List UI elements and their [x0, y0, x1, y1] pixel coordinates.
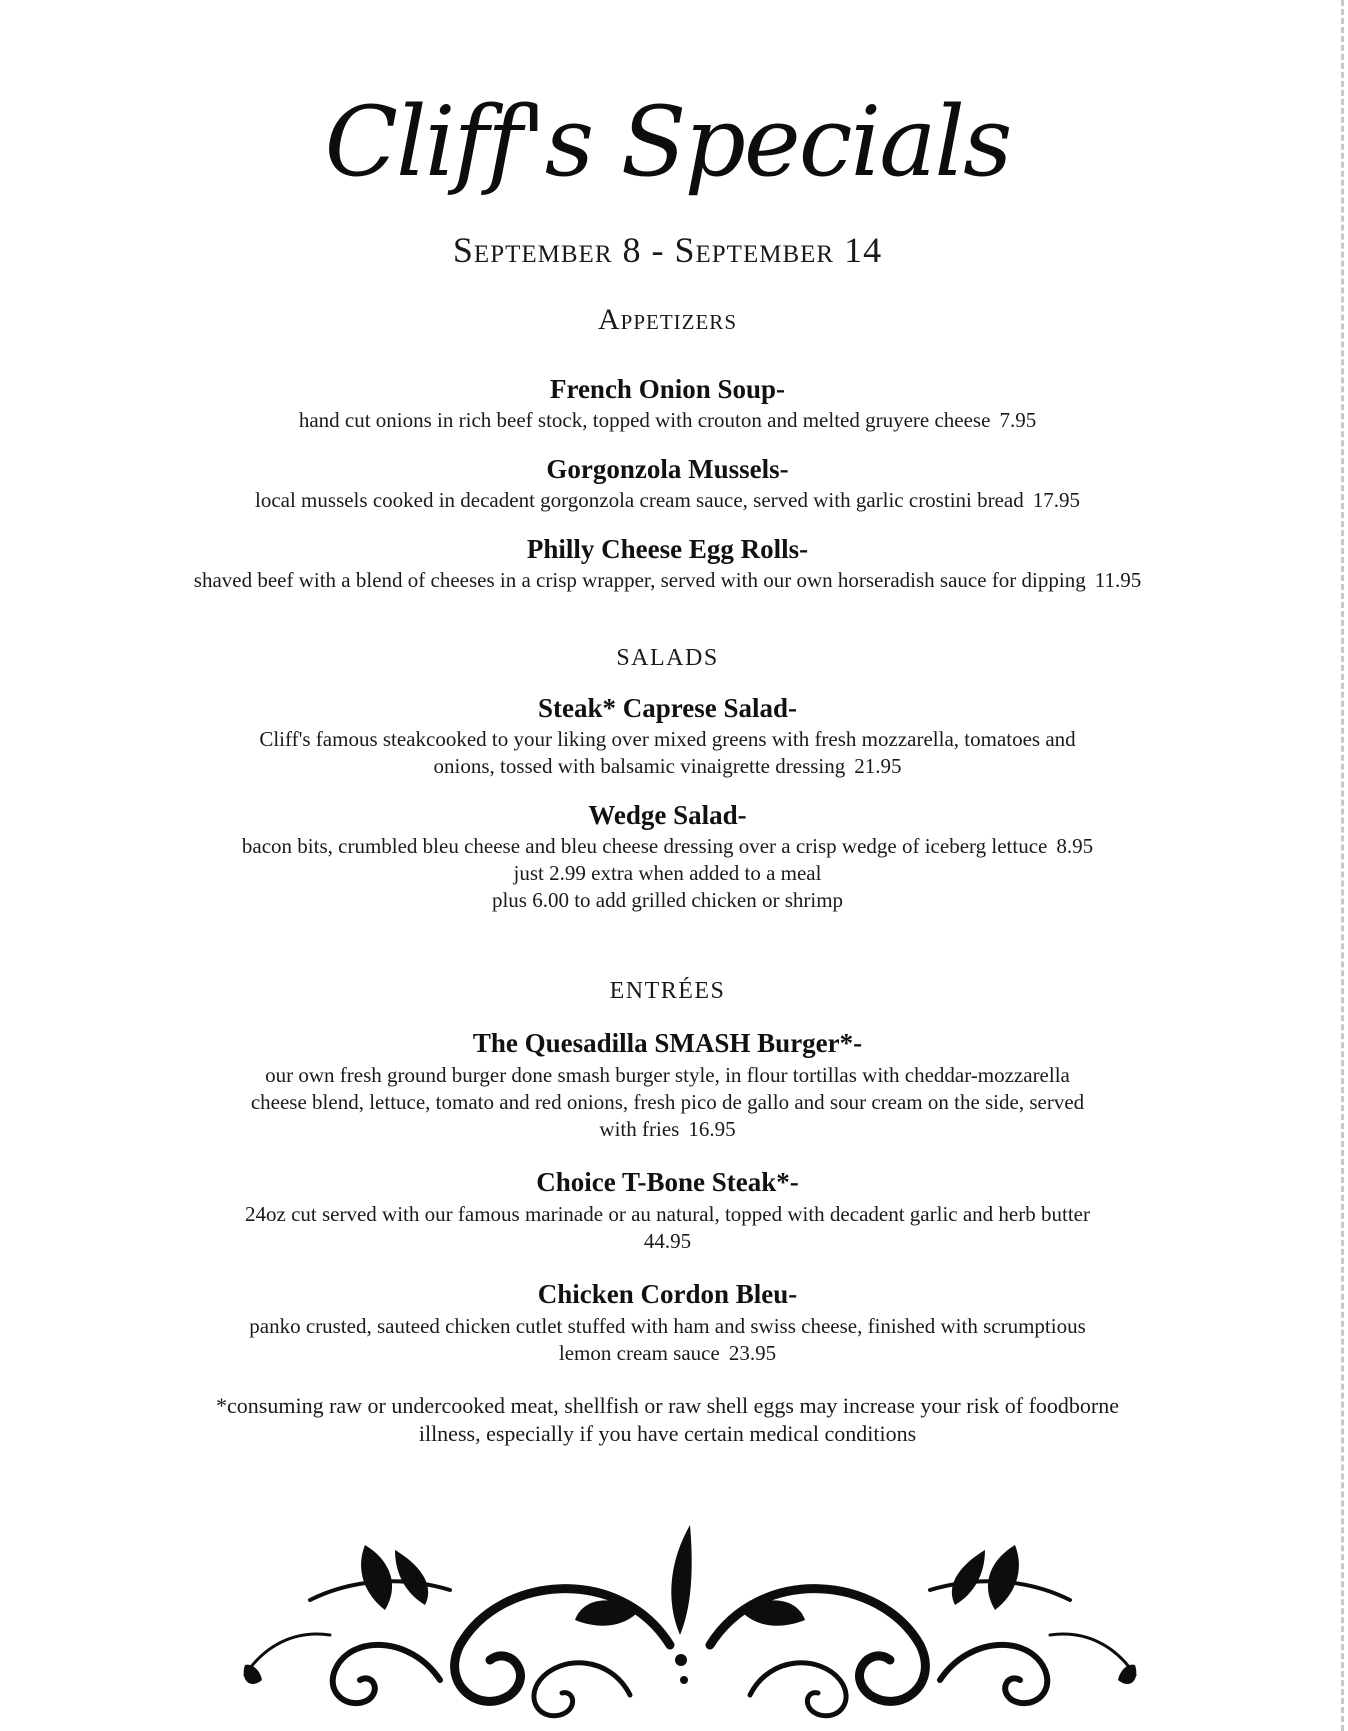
item-description-line: [0, 753, 1335, 780]
item-description-line: panko crusted, sauteed chicken cutlet stuffed with ham and swiss cheese, finished with scrumptious: [249, 1314, 1086, 1338]
item-description-french-onion-soup: [0, 407, 1335, 434]
item-description-line: Cliff's famous steakcooked to your liking over mixed greens with fresh mozzarella, tomatoes and: [259, 727, 1076, 751]
section-heading-appetizers: Appetizers: [597, 303, 737, 336]
item-price: 16.95: [688, 1117, 736, 1141]
raw-food-disclaimer: [0, 1392, 1335, 1448]
item-description-line: cheese blend, lettuce, tomato and red onions, fresh pico de gallo and sour cream on the side, served: [250, 1090, 1085, 1114]
item-name-philly-cheese-egg-rolls: Philly Cheese Egg Rolls-: [526, 534, 809, 564]
item-description-line: [0, 1340, 1335, 1367]
page-edge-divider: [1341, 0, 1344, 1731]
item-description-choice-t-bone-steak: [0, 1201, 1335, 1255]
item-name-french-onion-soup: French Onion Soup-: [549, 374, 786, 404]
item-description-text: lemon cream sauce: [558, 1341, 720, 1365]
item-description-text: shaved beef with a blend of cheeses in a crisp wrapper, served with our own horseradish sauce for dipping: [193, 568, 1086, 592]
item-description-line: 24oz cut served with our famous marinade or au natural, topped with decadent garlic and herb butter: [245, 1202, 1090, 1226]
item-description-text: local mussels cooked in decadent gorgonzola cream sauce, served with garlic crostini bread: [255, 488, 1024, 512]
item-name-gorgonzola-mussels: Gorgonzola Mussels-: [546, 454, 789, 484]
item-description-text: hand cut onions in rich beef stock, topped with crouton and melted gruyere cheese: [298, 408, 991, 432]
item-name-chicken-cordon-bleu: Chicken Cordon Bleu-: [537, 1279, 798, 1309]
item-name-wedge-salad: Wedge Salad-: [588, 800, 747, 830]
item-description-wedge-salad: [0, 833, 1335, 914]
disclaimer-line: illness, especially if you have certain medical conditions: [418, 1421, 917, 1446]
disclaimer-line: *consuming raw or undercooked meat, shellfish or raw shell eggs may increase your risk of foodborne: [216, 1393, 1119, 1418]
item-description-gorgonzola-mussels: [0, 487, 1335, 514]
item-description-text: onions, tossed with balsamic vinaigrette dressing: [433, 754, 846, 778]
item-description-text: bacon bits, crumbled bleu cheese and bleu cheese dressing over a crisp wedge of iceberg lettuce: [241, 834, 1048, 858]
item-price: 21.95: [854, 754, 902, 778]
item-description-steak-caprese-salad: [0, 726, 1335, 780]
item-description-line: [0, 833, 1335, 860]
item-extra-line: just 2.99 extra when added to a meal: [513, 861, 822, 885]
item-name-choice-t-bone-steak: Choice T-Bone Steak*-: [536, 1167, 799, 1197]
item-name-steak-caprese-salad: Steak* Caprese Salad-: [537, 693, 798, 723]
item-description-line: our own fresh ground burger done smash burger style, in flour tortillas with cheddar-mozzarella: [265, 1063, 1070, 1087]
item-price: 23.95: [728, 1341, 777, 1365]
section-heading-entrees: ENTRÉES: [609, 978, 726, 1004]
item-name-quesadilla-smash-burger: The Quesadilla SMASH Burger*-: [472, 1028, 863, 1058]
item-price: 17.95: [1032, 488, 1080, 512]
item-description-quesadilla-smash-burger: [0, 1062, 1335, 1143]
item-description-line: [0, 1116, 1335, 1143]
item-description-philly-cheese-egg-rolls: [0, 567, 1335, 594]
floral-scroll-ornament-icon: [240, 1505, 1140, 1730]
item-description-chicken-cordon-bleu: [0, 1313, 1335, 1367]
section-heading-salads: SALADS: [616, 645, 719, 671]
item-price: 11.95: [1094, 568, 1142, 592]
menu-title: Cliff's Specials: [324, 86, 1011, 198]
item-price: 7.95: [999, 408, 1037, 432]
item-price: 44.95: [643, 1229, 692, 1253]
date-range: September 8 - September 14: [452, 230, 883, 270]
item-price: 8.95: [1056, 834, 1094, 858]
item-extra-line: plus 6.00 to add grilled chicken or shrimp: [491, 888, 844, 912]
item-description-text: with fries: [599, 1117, 680, 1141]
